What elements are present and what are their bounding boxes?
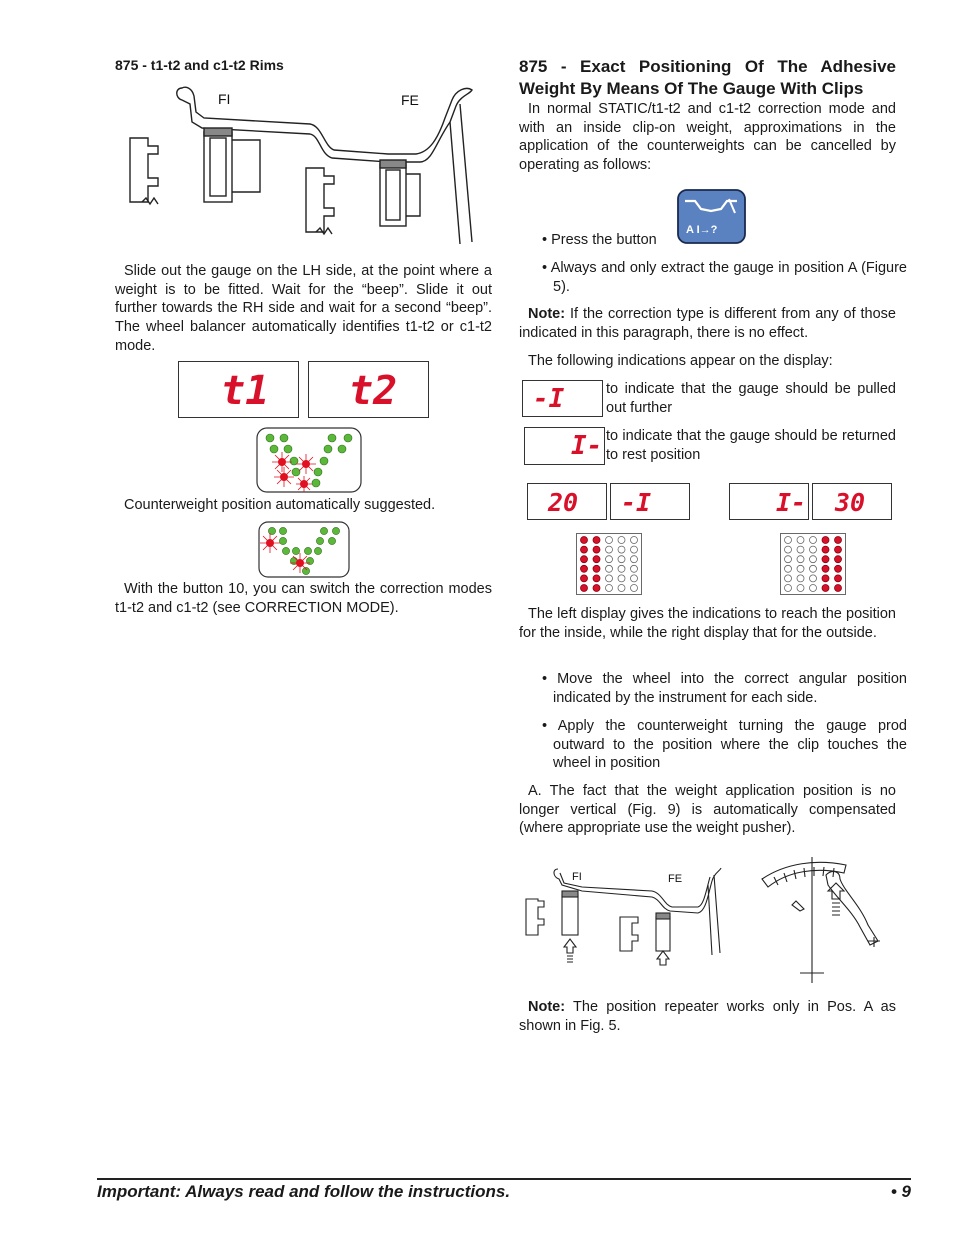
display-pair-b-right-value: 30 <box>835 488 866 517</box>
indicator-pull-out <box>522 380 603 417</box>
note2-label: Note: <box>528 999 566 1015</box>
led-dot <box>593 575 600 582</box>
led-dot <box>631 556 638 563</box>
display-pair-a-right-value: -I <box>621 488 652 517</box>
led-dot <box>631 565 638 572</box>
led-dot <box>606 585 613 592</box>
gauge-button[interactable] <box>677 189 746 244</box>
led-grid-outside <box>780 533 846 595</box>
note-text: If the correction type is different from any of those indicated in this paragraph, there is no effect. <box>519 306 896 341</box>
led-dot <box>593 537 600 544</box>
display-pair-b-left-value: I- <box>776 488 807 517</box>
caption-counterweight: Counterweight position automatically suggested. <box>124 497 436 513</box>
note2-text: The position repeater works only in Pos. A as shown in Fig. 5. <box>519 999 896 1034</box>
fig9-rim-figure <box>522 855 722 970</box>
display-left <box>178 361 299 418</box>
led-dot <box>618 565 625 572</box>
bullet-move-wheel: • Move the wheel into the correct angular position indicated by the instrument for each side. <box>542 671 907 706</box>
footer-rule <box>97 1178 911 1180</box>
indicator-return-text: to indicate that the gauge should be returned to rest position <box>606 428 896 463</box>
led-dot <box>593 585 600 592</box>
led-dot <box>835 556 842 563</box>
led-dot <box>785 585 792 592</box>
footer <box>97 1182 911 1202</box>
led-dot <box>810 565 817 572</box>
section-heading-left: 875 - t1-t2 and c1-t2 Rims <box>115 57 284 73</box>
led-dot <box>797 537 804 544</box>
paragraph-slide-gauge: Slide out the gauge on the LH side, at the point where a weight is to be fitted. Wait for the “beep”. Slide it out further towards the RH side and wait for a second “beep”. The wheel balancer automatically identifies t1-t2 or c1-t2 mode. <box>115 263 492 354</box>
led-dot <box>822 537 829 544</box>
following-indications: The following indications appear on the display: <box>528 353 833 369</box>
led-dot <box>618 556 625 563</box>
fig9-label-fi: FI <box>572 871 582 883</box>
led-dot <box>835 585 842 592</box>
paragraph-intro: In normal STATIC/t1-t2 and c1-t2 correction mode and with an inside clip-on weight, approximations in the application of the counterweights can be cancelled by operating as follows: <box>519 101 896 174</box>
bullet-press-button: • Press the button <box>542 232 657 248</box>
led-dot <box>631 575 638 582</box>
led-dot <box>785 546 792 553</box>
fig9-label-fe: FE <box>668 873 683 885</box>
led-dot <box>618 537 625 544</box>
led-dot <box>810 546 817 553</box>
led-dot <box>606 556 613 563</box>
led-dot <box>581 575 588 582</box>
led-dot <box>810 556 817 563</box>
label-fe: FE <box>401 92 419 108</box>
indicator-return-symbol: I- <box>571 431 603 461</box>
display-right <box>308 361 429 418</box>
led-dot <box>631 546 638 553</box>
led-dot <box>606 575 613 582</box>
indicator-pull-out-text: to indicate that the gauge should be pulled out further <box>606 381 896 416</box>
led-dot <box>797 575 804 582</box>
label-fi: FI <box>218 91 231 107</box>
led-dot <box>618 575 625 582</box>
led-grid-inside <box>576 533 642 595</box>
display-right-value: t2 <box>349 368 398 414</box>
led-dot <box>581 556 588 563</box>
led-dot <box>581 565 588 572</box>
led-dot <box>810 585 817 592</box>
led-dot <box>606 546 613 553</box>
led-dot <box>822 546 829 553</box>
led-dot <box>835 546 842 553</box>
led-dot <box>835 537 842 544</box>
note-label: Note: <box>528 306 566 322</box>
led-dot <box>810 575 817 582</box>
led-dot <box>797 556 804 563</box>
note-correction-type <box>519 305 896 342</box>
display-pair-a-left-value: 20 <box>548 488 579 517</box>
led-dot <box>581 537 588 544</box>
led-dot <box>631 585 638 592</box>
led-dot <box>593 546 600 553</box>
led-dot <box>822 585 829 592</box>
led-dot <box>606 537 613 544</box>
led-dot <box>593 565 600 572</box>
led-dot <box>797 565 804 572</box>
paragraph-left-right-display: The left display gives the indications to reach the position for the inside, while the right display that for the outside. <box>519 606 896 641</box>
led-panel-c1t2 <box>258 521 350 578</box>
indicator-return <box>524 427 605 465</box>
bullet-extract-gauge: • Always and only extract the gauge in position A (Figure 5). <box>542 260 907 295</box>
led-dot <box>822 556 829 563</box>
led-dot <box>822 575 829 582</box>
led-dot <box>593 556 600 563</box>
page-number: • 9 <box>890 1182 911 1201</box>
led-dot <box>797 585 804 592</box>
display-pair-a-right <box>610 483 690 520</box>
footer-text: Important: Always read and follow the instructions. <box>97 1182 511 1201</box>
led-dot <box>835 575 842 582</box>
led-dot <box>835 565 842 572</box>
led-dot <box>606 565 613 572</box>
led-dot <box>581 546 588 553</box>
led-dot <box>581 585 588 592</box>
fig9-gauge-arc-figure <box>756 855 896 985</box>
led-dot <box>822 565 829 572</box>
led-dot <box>785 556 792 563</box>
led-dot <box>618 546 625 553</box>
led-panel-t1t2 <box>256 427 362 493</box>
paragraph-button-10: With the button 10, you can switch the correction modes t1-t2 and c1-t2 (see CORRECTION MODE). <box>115 581 492 616</box>
note-position-repeater <box>519 998 896 1035</box>
display-left-value: t1 <box>221 368 270 414</box>
display-pair-a-left <box>527 483 607 520</box>
led-dot <box>618 585 625 592</box>
led-dot <box>797 546 804 553</box>
rim-cross-section-figure <box>120 82 480 252</box>
display-pair-b-right <box>812 483 892 520</box>
display-pair-b-left <box>729 483 809 520</box>
led-dot <box>785 537 792 544</box>
led-dot <box>785 565 792 572</box>
bullet-apply-counterweight: • Apply the counterweight turning the gauge prod outward to the position where the clip touches the wheel in position <box>542 718 907 772</box>
led-dot <box>810 537 817 544</box>
section-heading-right: 875 - Exact Positioning Of The Adhesive Weight By Means Of The Gauge With Clips <box>519 57 896 98</box>
led-dot <box>785 575 792 582</box>
indicator-pull-out-symbol: -I <box>533 384 565 414</box>
paragraph-position-a: A. The fact that the weight application position is no longer vertical (Fig. 9) is automatically compensated (where appropriate use the weight pusher). <box>519 783 896 837</box>
led-dot <box>631 537 638 544</box>
gauge-button-label: A I→? <box>686 224 718 236</box>
